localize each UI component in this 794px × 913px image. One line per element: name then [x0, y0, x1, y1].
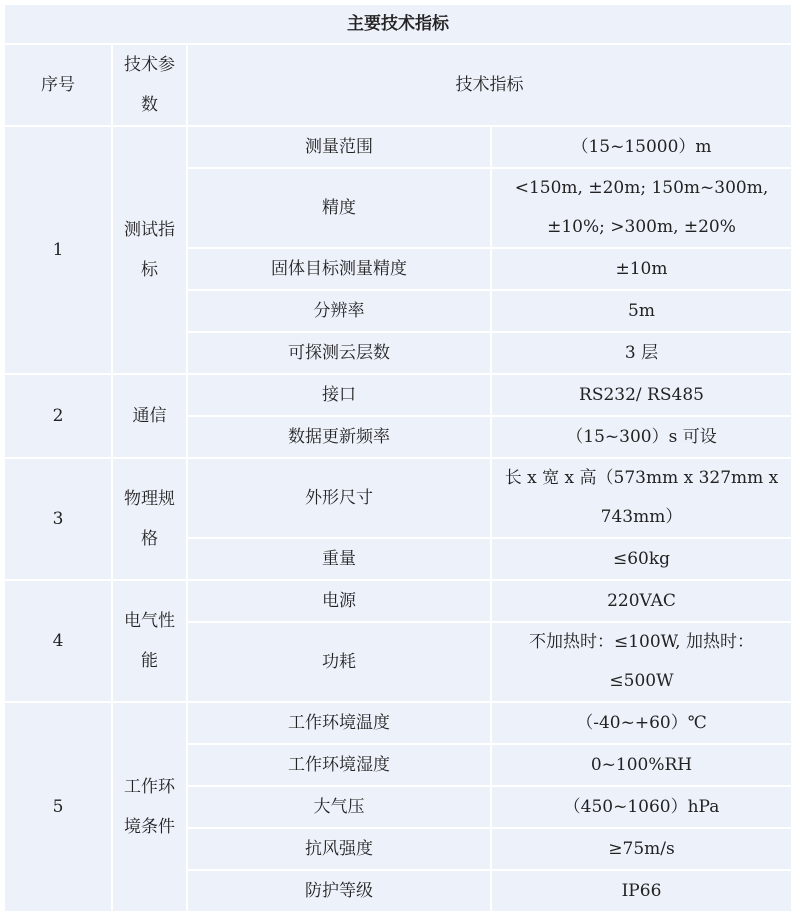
param-value: 0~100%RH — [491, 744, 792, 786]
param-value: RS232/ RS485 — [491, 374, 792, 416]
param-value: （15~15000）m — [491, 126, 792, 168]
param-name: 数据更新频率 — [187, 416, 491, 458]
param-value: <150m, ±20m; 150m~300m, ±10%; >300m, ±20% — [491, 168, 792, 248]
group-index: 4 — [4, 580, 112, 702]
param-name: 测量范围 — [187, 126, 491, 168]
param-name: 防护等级 — [187, 870, 491, 912]
param-value: 长 x 宽 x 高（573mm x 327mm x 743mm） — [491, 458, 792, 538]
param-name: 工作环境温度 — [187, 702, 491, 744]
group-category: 工作环境条件 — [112, 702, 187, 912]
param-value: （-40~+60）℃ — [491, 702, 792, 744]
param-value: 220VAC — [491, 580, 792, 622]
param-name: 外形尺寸 — [187, 458, 491, 538]
param-name: 可探测云层数 — [187, 332, 491, 374]
param-name: 工作环境湿度 — [187, 744, 491, 786]
param-name: 接口 — [187, 374, 491, 416]
header-spec: 技术指标 — [187, 44, 792, 126]
param-value: ≤60kg — [491, 538, 792, 580]
param-name: 固体目标测量精度 — [187, 248, 491, 290]
param-value: ≥75m/s — [491, 828, 792, 870]
param-value: IP66 — [491, 870, 792, 912]
table-title: 主要技术指标 — [4, 4, 792, 44]
header-index: 序号 — [4, 44, 112, 126]
header-param: 技术参数 — [112, 44, 187, 126]
spec-table-container — [3, 3, 791, 913]
param-value: 5m — [491, 290, 792, 332]
param-value: 不加热时：≤100W, 加热时：≤500W — [491, 622, 792, 702]
group-category: 物理规格 — [112, 458, 187, 580]
param-value: ±10m — [491, 248, 792, 290]
group-category: 电气性能 — [112, 580, 187, 702]
param-name: 大气压 — [187, 786, 491, 828]
param-value: （450~1060）hPa — [491, 786, 792, 828]
group-index: 5 — [4, 702, 112, 912]
param-value: （15~300）s 可设 — [491, 416, 792, 458]
param-name: 分辨率 — [187, 290, 491, 332]
param-name: 精度 — [187, 168, 491, 248]
param-name: 电源 — [187, 580, 491, 622]
param-name: 功耗 — [187, 622, 491, 702]
param-name: 重量 — [187, 538, 491, 580]
group-index: 3 — [4, 458, 112, 580]
group-category: 通信 — [112, 374, 187, 458]
group-index: 1 — [4, 126, 112, 374]
group-index: 2 — [4, 374, 112, 458]
group-category: 测试指标 — [112, 126, 187, 374]
param-value: 3 层 — [491, 332, 792, 374]
param-name: 抗风强度 — [187, 828, 491, 870]
spec-table — [3, 3, 793, 913]
